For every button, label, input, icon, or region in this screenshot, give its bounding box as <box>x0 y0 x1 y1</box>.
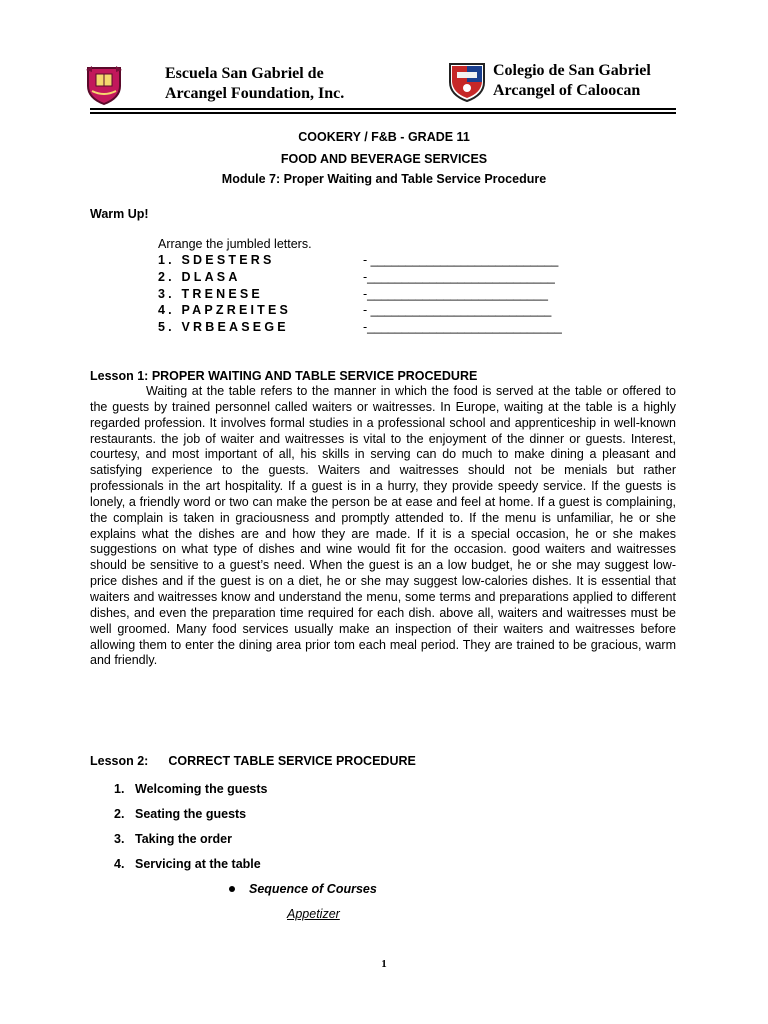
page-number: 1 <box>381 958 387 970</box>
lesson1-body: Waiting at the table refers to the manner in which the food is served at the table or offered to the guests by trained personnel called waiters or waitresses. In Europe, waiting at the table is a highly regarded profession. It involves formal studies in a professional school and apprenticeship in well-known restaurants. the job of waiter and waitresses is vital to the enjoyment of the dinner or guests. Interest, courtesy, and most important of all, his skills in serving can do much to make dining a pleasant and satisfying experience to the guests. Waiters and waitresses should not be menials but rather professionals in the art hospitality. If a guest is in a hurry, they provide speedy service. If the guests is lonely, a friendly word or two can make the person be at ease and feel at home. If a guest is complaining, the complain is taken in graciousness and promptly attended to. If the menu is unfamiliar, he or she explains what the dishes are and how they are made. If it is a special occasion, he or she makes suggestions on what type of dishes and wine would fit for the occasion. good waiters and waitresses should be sensitive to a guest’s need. When the guest is an a low budget, he or she may suggest low-price dishes and if the guest is on a diet, he or she may suggest low-calories dishes. It is essential that waiters and waitresses know and understand the menu, some terms and preparations applied to different dishes, and even the preparation time required for each dish. above all, waiters and waitresses must be well groomed. Many food services usually make an inspection of their waiters and waitresses before allowing them to enter the dining area prior tom each meal period. They are trained to be gracious, warm and friendly. <box>90 384 676 668</box>
warmup-instruction: Arrange the jumbled letters. <box>158 237 312 251</box>
left-school-seal <box>84 64 124 106</box>
list-item <box>114 832 232 846</box>
answer-blank[interactable]: - __________________________ <box>363 303 552 317</box>
jumbled-number: 1. <box>158 253 175 267</box>
jumbled-item <box>158 287 263 301</box>
subject-title: FOOD AND BEVERAGE SERVICES <box>280 152 488 166</box>
header-rule-top <box>90 108 676 110</box>
appetizer-subheading: Appetizer <box>287 907 340 921</box>
jumbled-item <box>158 303 291 317</box>
jumbled-number: 4. <box>158 303 175 317</box>
right-school-name-line2: Arcangel of Caloocan <box>493 82 641 99</box>
jumbled-word: SDESTERS <box>181 253 275 267</box>
jumbled-number: 2. <box>158 270 175 284</box>
answer-blank[interactable]: - ___________________________ <box>363 253 559 267</box>
sequence-of-courses: Sequence of Courses <box>249 882 377 896</box>
answer-blank[interactable]: -___________________________ <box>363 270 555 284</box>
step-number: 4. <box>114 857 125 871</box>
step-text: Taking the order <box>135 832 233 846</box>
jumbled-word: TRENESE <box>181 287 263 301</box>
jumbled-number: 5. <box>158 320 175 334</box>
step-text: Servicing at the table <box>135 857 261 871</box>
step-number: 2. <box>114 807 125 821</box>
step-text: Seating the guests <box>135 807 247 821</box>
bullet-dot-icon <box>229 886 235 892</box>
list-item <box>114 807 246 821</box>
jumbled-item <box>158 320 289 334</box>
answer-blank[interactable]: -__________________________ <box>363 287 548 301</box>
right-school-name-line1: Colegio de San Gabriel <box>493 62 651 79</box>
jumbled-item <box>158 253 275 267</box>
step-number: 3. <box>114 832 125 846</box>
step-number: 1. <box>114 782 125 796</box>
list-item <box>114 782 267 796</box>
right-school-seal <box>447 60 487 102</box>
course-title: COOKERY / F&B - GRADE 11 <box>298 130 470 144</box>
jumbled-word: PAPZREITES <box>181 303 292 317</box>
lesson1-heading: Lesson 1: PROPER WAITING AND TABLE SERVICE PROCEDURE <box>90 369 478 383</box>
left-school-name-line1: Escuela San Gabriel de <box>165 65 324 82</box>
jumbled-number: 3. <box>158 287 175 301</box>
lesson2-title: CORRECT TABLE SERVICE PROCEDURE <box>168 754 416 768</box>
header-rule-bottom <box>90 112 676 114</box>
jumbled-word: DLASA <box>181 270 241 284</box>
answer-blank[interactable]: -____________________________ <box>363 320 562 334</box>
module-title: Module 7: Proper Waiting and Table Service Procedure <box>221 172 547 186</box>
lesson2-label: Lesson 2: <box>90 754 149 768</box>
lesson2-heading <box>90 754 416 768</box>
warmup-heading: Warm Up! <box>90 207 149 221</box>
step-text: Welcoming the guests <box>135 782 268 796</box>
jumbled-word: VRBEASEGE <box>181 320 289 334</box>
list-item <box>114 857 261 871</box>
jumbled-item <box>158 270 241 284</box>
left-school-name-line2: Arcangel Foundation, Inc. <box>165 85 345 102</box>
